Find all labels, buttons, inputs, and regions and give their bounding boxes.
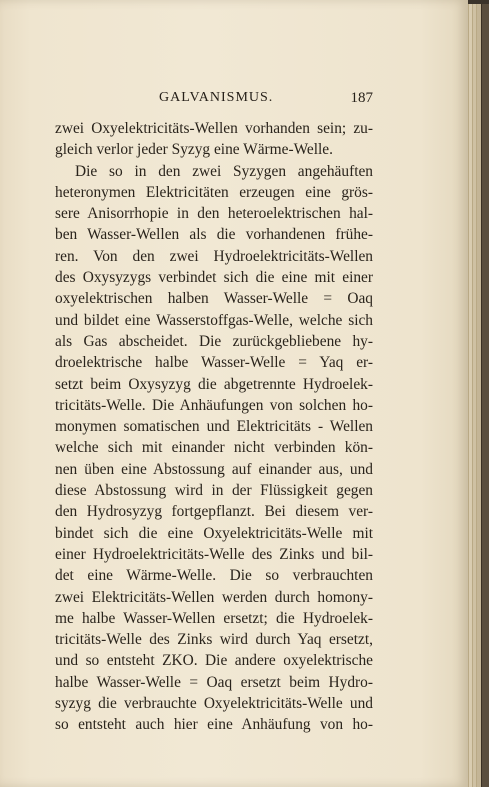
text-line: ben Wasser-Wellen als die vorhandenen frühe- [55,226,373,244]
text-line: gleich verlor jeder Syzyg eine Wärme-Welle. [55,141,333,159]
text-line: bindet sich die eine Oxyelektricitäts-Welle mit [55,524,373,542]
text-line: des Oxysyzygs verbindet sich die eine mit einer [55,269,373,287]
page-header [55,90,373,110]
page-number: 187 [350,90,373,106]
text-line: einer Hydroelektricitäts-Welle des Zinks und bil- [55,545,373,563]
text-line: zwei Oxyelektricitäts-Wellen vorhanden sein; zu- [55,120,373,137]
text-line: so entsteht auch hier eine Anhäufung von ho- [55,716,373,734]
body-text [55,118,373,736]
text-line: sere Anisorrhopie in den heteroelektrischen hal- [55,205,373,223]
text-line: Die so in den zwei Syzygen angehäuften [75,162,373,180]
text-line: heteronymen Elektricitäten erzeugen eine grös- [55,183,373,201]
running-title: GALVANISMUS. [159,90,274,105]
text-line: diese Abstossung wird in der Flüssigkeit gegen [55,482,373,500]
text-line: monymen somatischen und Elektricitäts - Wellen [55,418,373,436]
text-line: nen üben eine Abstossung auf einander aus, und [55,460,373,478]
text-line: ren. Von den zwei Hydroelektricitäts-Wellen [55,247,373,265]
text-line: und bildet eine Wasserstoffgas-Welle, welche sich [55,311,373,329]
text-line: det eine Wärme-Welle. Die so verbrauchten [55,567,373,585]
text-line: als Gas abscheidet. Die zurückgebliebene hy- [55,332,373,350]
text-line: welche sich mit einander nicht verbinden kön- [55,439,373,457]
text-line: und so entsteht ZKO. Die andere oxyelektrische [55,652,373,670]
text-line: me halbe Wasser-Wellen ersetzt; die Hydroelek- [55,609,373,627]
book-cover-edge [481,4,489,787]
text-line: halbe Wasser-Welle = Oaq ersetzt beim Hydro- [55,673,373,691]
text-line: setzt beim Oxysyzyg die abgetrennte Hydroelek- [55,375,373,393]
text-line: droelektrische halbe Wasser-Welle = Yaq er- [55,354,373,372]
text-line: tricitäts-Welle. Die Anhäufungen von solchen ho- [55,396,373,414]
text-line: tricitäts-Welle des Zinks wird durch Yaq ersetzt, [55,631,373,649]
text-line: syzyg die verbrauchte Oxyelektricitäts-Welle und [55,695,373,713]
text-line: oxyelektrischen halben Wasser-Welle = Oaq [55,290,373,308]
text-line: zwei Elektricitäts-Wellen werden durch homony- [55,588,373,606]
text-line: den Hydrosyzyg fortgepflanzt. Bei diesem ver- [55,503,373,521]
